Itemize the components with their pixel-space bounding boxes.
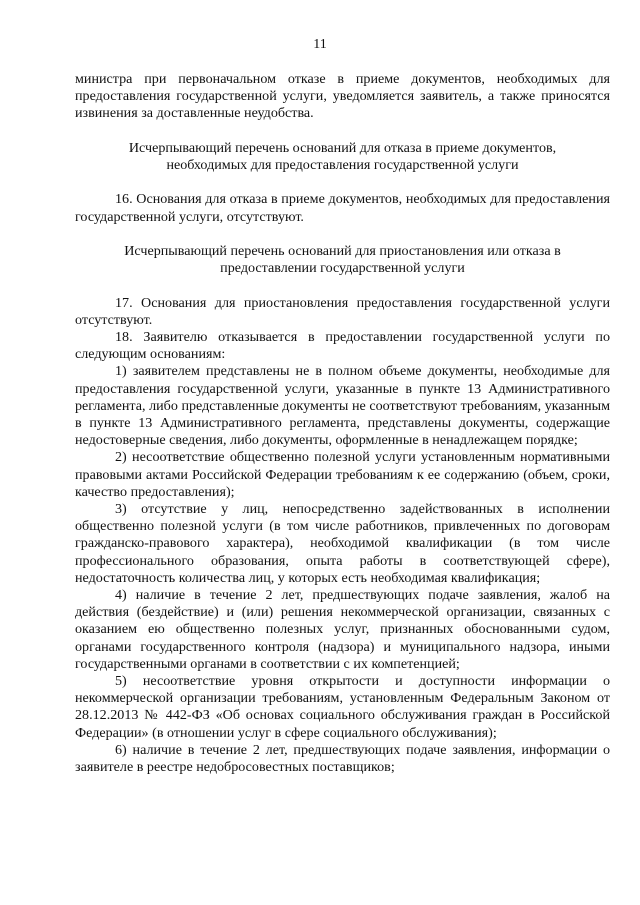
list-item-1: 1) заявителем представлены не в полном объеме документы, необходимые для предоставления государственной услуги, указанные в пункте 13 Административного регламента, либо представленные документы не соответствуют требованиям, указанным в пункте 13 Административного регламента, представлены документы, содержащие недостоверные сведения, либо документы, оформленные в ненадлежащем порядке; [75, 363, 610, 449]
document-body [75, 71, 610, 776]
list-item-4: 4) наличие в течение 2 лет, предшествующих подаче заявления, жалоб на действия (бездействие) и (или) решения некоммерческой организации, связанных с оказанием ею общественно полезных услуг, признанных обоснованными судом, органами государственного контроля (надзора) и муниципального надзора, иными государственными органами в соответствии с их компетенцией; [75, 587, 610, 672]
paragraph-intro: министра при первоначальном отказе в приеме документов, необходимых для предоставления государственной услуги, уведомляется заявитель, а также приносятся извинения за доставленные неудобства. [75, 71, 610, 122]
list-item-2: 2) несоответствие общественно полезной услуги установленным нормативными правовыми актами Российской Федерации требованиям к ее содержанию (объем, сроки, качество предоставления); [75, 449, 610, 500]
list-item-5: 5) несоответствие уровня открытости и доступности информации о некоммерческой организации требованиям, установленным Федеральным Законом от 28.12.2013 № 442-ФЗ «Об основах социального обслуживания граждан в Российской Федерации» (в отношении услуг в сфере социального обслуживания); [75, 673, 610, 741]
list-item-6: 6) наличие в течение 2 лет, предшествующих подаче заявления, информации о заявителе в реестре недобросовестных поставщиков; [75, 741, 610, 776]
paragraph-17: 17. Основания для приостановления предоставления государственной услуги отсутствуют. [75, 294, 610, 328]
paragraph-16: 16. Основания для отказа в приеме документов, необходимых для предоставления государственной услуги, отсутствуют. [75, 191, 610, 225]
paragraph-18: 18. Заявителю отказывается в предоставлении государственной услуги по следующим основаниям: [75, 328, 610, 363]
list-item-3: 3) отсутствие у лиц, непосредственно задействованных в исполнении общественно полезной услуги (в том числе работников, привлеченных по договорам гражданско-правового характера), необходимой квалификации (в том числе профессионального образования, опыта работы в соответствующей сфере), недостаточность количества лиц, у которых есть необходимая квалификация; [75, 501, 610, 586]
section-heading-refusal-documents: Исчерпывающий перечень оснований для отказа в приеме документов, необходимых для предоставления государственной услуги [128, 139, 557, 173]
page-number: 11 [313, 37, 327, 52]
section-heading-suspension-refusal: Исчерпывающий перечень оснований для приостановления или отказа в предоставлении государственной услуги [124, 242, 561, 277]
